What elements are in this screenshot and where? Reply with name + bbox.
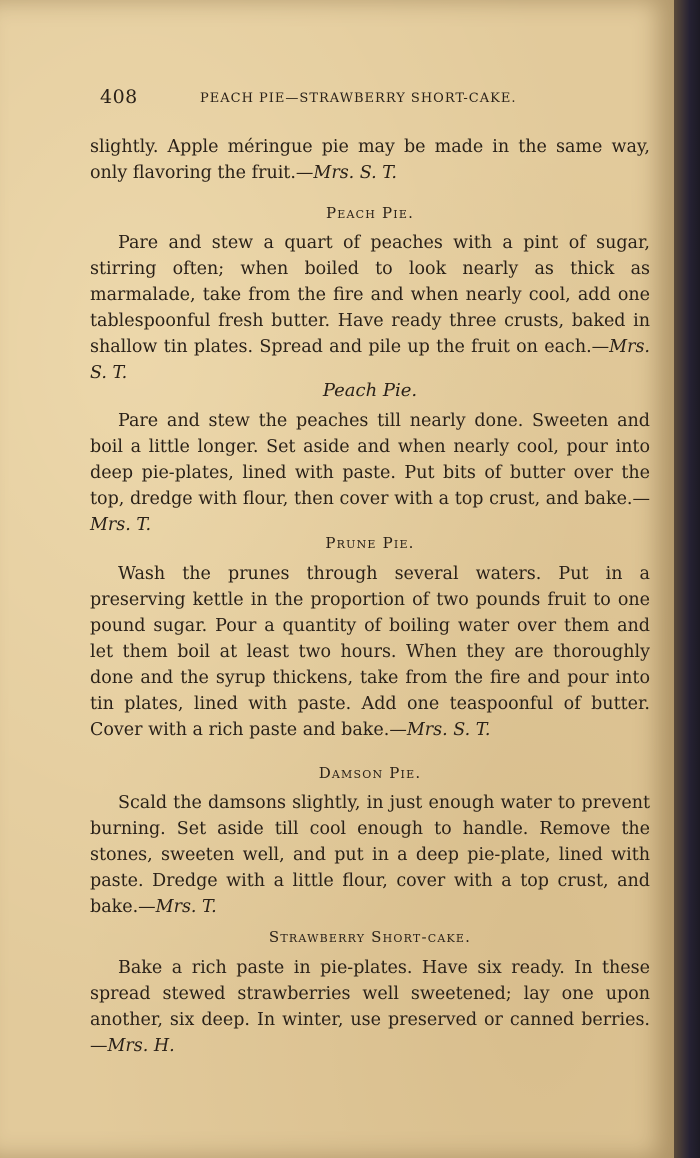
recipe-text: Pare and stew the peaches till nearly done. Sweeten and boil a little longer. Set aside and when nearly cool, pour into deep pie-plates, lined with paste. Put bits of butter over the top, dredge with flour, then cover with a top crust, and bake.— [90,411,650,509]
running-title: PEACH PIE—STRAWBERRY SHORT-CAKE. [200,91,517,106]
running-head [100,86,660,112]
recipe-body-damson-pie [90,790,650,920]
recipe-signature: Mrs. T. [155,897,217,917]
recipe-text: Scald the damsons slightly, in just enough water to prevent burning. Set aside till cool enough to handle. Remove the stones, sweeten well, and put in a deep pie-plate, lined with paste. Dredge with a little flour, cover with a top crust, and bake.— [90,793,650,917]
recipe-text: Wash the prunes through several waters. Put in a preserving kettle in the proportion of two pounds fruit to one pound sugar. Pour a quantity of boiling water over them and let them boil at least two hours. When they are thoroughly done and the syrup thickens, take from the fire and pour into tin plates, lined with paste. Add one teaspoonful of butter. Cover with a rich paste and bake.— [90,564,650,740]
recipe-text: Pare and stew a quart of peaches with a pint of sugar, stirring often; when boiled to look nearly as thick as marmalade, take from the fire and when nearly cool, add one tablespoonful fresh butter. Have ready three crusts, baked in shallow tin plates. Spread and pile up the fruit on each.— [90,233,650,357]
recipe-signature: Mrs. S. T. [90,337,650,383]
intro-text: slightly. Apple méringue pie may be made in the same way, only flavoring the fruit.— [90,137,650,183]
recipe-signature: Mrs. S. T. [406,720,491,740]
recipe-title-strawberry-short-cake: Strawberry Short-cake. [268,928,472,946]
recipe-title-prune-pie: Prune Pie. [325,534,415,552]
book-spine [674,0,700,1158]
page-number: 408 [100,86,138,108]
recipe-text: Bake a rich paste in pie-plates. Have six ready. In these spread stewed strawberries well sweetened; lay one upon another, six deep. In winter, use preserved or canned berries.— [90,958,650,1056]
recipe-title-damson-pie: Damson Pie. [318,764,422,782]
intro-signature: Mrs. S. T. [313,163,397,183]
recipe-body-prune-pie [90,561,650,743]
recipe-signature: Mrs. T. [90,515,152,535]
recipe-signature: Mrs. H. [107,1036,175,1056]
recipe-title-peach-pie-2: Peach Pie. [322,380,418,401]
recipe-title-peach-pie-1: Peach Pie. [325,204,415,222]
recipe-body-strawberry-short-cake [90,955,650,1059]
recipe-body-peach-pie-2 [90,408,650,538]
intro-paragraph [90,134,650,186]
recipe-body-peach-pie-1 [90,230,650,386]
